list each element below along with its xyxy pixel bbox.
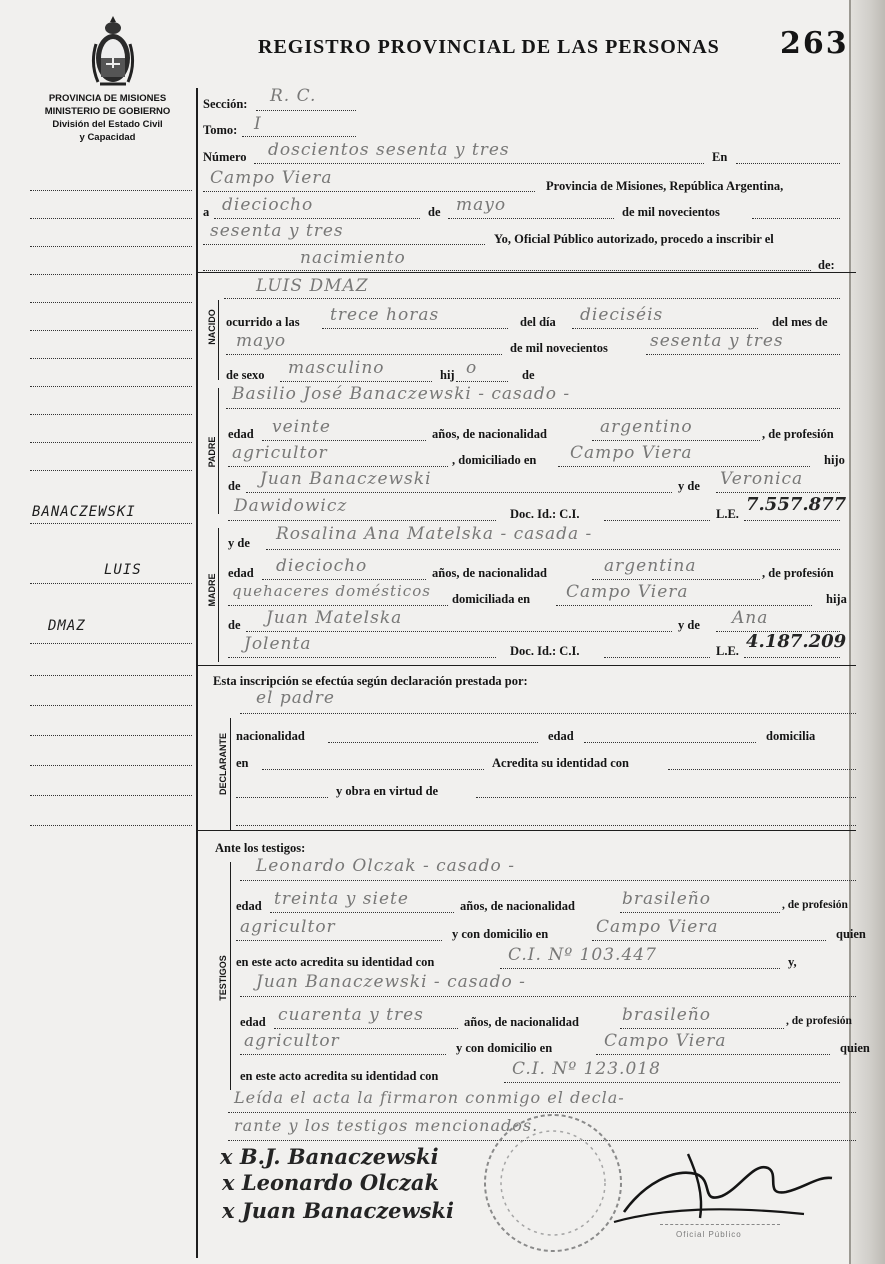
prof-line: [228, 605, 448, 606]
margin-line: [30, 735, 192, 736]
year-value: sesenta y tres: [210, 221, 344, 241]
father-value: Juan Banaczewski: [260, 469, 432, 489]
mother-value: Ana: [732, 608, 769, 628]
w1-edad: treinta y siete: [274, 889, 409, 909]
year-line: [752, 218, 840, 219]
nac-line: [328, 742, 538, 743]
signature-witness-2: x Juan Banaczewski: [222, 1198, 454, 1223]
margin-line: [30, 302, 192, 303]
month-value: mayo: [456, 195, 507, 215]
mother-value: Veronica: [720, 469, 804, 489]
madre-name: Rosalina Ana Matelska - casada -: [276, 524, 593, 544]
seccion-line: [256, 110, 356, 111]
office-line-3: División del Estado Civil: [52, 119, 163, 130]
prof-label: , de profesión: [786, 1015, 852, 1027]
le-label: L.E.: [716, 507, 739, 521]
page-number: 263: [780, 26, 849, 61]
year-value-line: [203, 244, 485, 245]
registry-title: REGISTRO PROVINCIAL DE LAS PERSONAS: [258, 36, 720, 58]
w2-name: Juan Banaczewski - casado -: [256, 972, 526, 992]
edad-value: dieciocho: [276, 556, 368, 576]
section-label-madre: MADRE: [207, 573, 217, 607]
year-text: de mil novecientos: [510, 341, 608, 355]
w2-name-line: [240, 996, 856, 997]
edad-label: edad: [228, 566, 254, 580]
de-colon: de:: [818, 258, 835, 272]
w2-prof: agricultor: [244, 1031, 340, 1051]
mother-cont-line: [228, 657, 496, 658]
dom-line: [556, 605, 812, 606]
nac-line: [592, 579, 760, 580]
nac-label: años, de nacionalidad: [432, 427, 547, 441]
en-label: en: [236, 756, 249, 770]
madre-bracket: [218, 528, 219, 662]
seccion-label: Sección:: [203, 97, 248, 111]
margin-line: [30, 643, 192, 644]
tomo-value: I: [254, 114, 262, 134]
mes-label: del mes de: [772, 315, 828, 329]
sexo-line: [280, 381, 432, 382]
numero-line: [254, 163, 704, 164]
book-binding-shadow: [849, 0, 851, 1264]
hijo-label: hijo: [824, 453, 845, 467]
testigos-intro: Ante los testigos:: [215, 841, 306, 855]
day-value: dieciocho: [222, 195, 314, 215]
w1-id-line: [500, 968, 780, 969]
tomo-line: [242, 136, 356, 137]
place-line: [203, 191, 535, 192]
yde-label: y de: [678, 479, 700, 493]
nac-label: años, de nacionalidad: [460, 899, 575, 913]
edad-label: edad: [236, 899, 262, 913]
nacido-name: LUIS DMAZ: [256, 276, 369, 296]
month-line: [226, 354, 502, 355]
closing-text-1: Leída el acta la firmaron conmigo el decla-: [234, 1088, 625, 1107]
nac-label: años, de nacionalidad: [432, 566, 547, 580]
nacido-name-line: [224, 298, 840, 299]
w1-prof: agricultor: [240, 917, 336, 937]
margin-line: [30, 414, 192, 415]
nac-value: argentino: [600, 417, 693, 437]
declarante-extra-line: [236, 825, 856, 826]
mother-line: [716, 492, 840, 493]
edad-line: [262, 440, 426, 441]
margin-note-given-name: LUIS: [104, 562, 142, 578]
official-signature-icon: [604, 1148, 836, 1230]
prof-label: , de profesión: [782, 899, 848, 911]
w2-id: C.I. Nº 123.018: [512, 1059, 661, 1079]
padre-name: Basilio José Banaczewski - casado -: [232, 384, 571, 404]
w1-id: C.I. Nº 103.447: [508, 945, 657, 965]
main-left-border: [196, 88, 198, 1258]
nac-label: nacionalidad: [236, 729, 305, 743]
de-label: de: [228, 479, 241, 493]
acredita-line: [668, 769, 856, 770]
acredita-label: Acredita su identidad con: [492, 756, 629, 770]
padre-name-line: [226, 408, 840, 409]
de-label: de: [228, 618, 241, 632]
seccion-value: R. C.: [270, 86, 317, 106]
section-label-testigos: TESTIGOS: [218, 955, 228, 1001]
w2-nac: brasileño: [622, 1005, 711, 1025]
numero-label: Número: [203, 150, 247, 164]
margin-line: [30, 705, 192, 706]
dom-label: domicilia: [766, 729, 816, 743]
dom-value: Campo Viera: [570, 443, 693, 463]
coat-of-arms-icon: [88, 14, 138, 90]
de-label: de: [522, 368, 535, 382]
declarante-bracket: [230, 718, 231, 830]
obra-label: y obra en virtud de: [336, 784, 439, 798]
dom-line: [558, 466, 810, 467]
margin-line: [30, 795, 192, 796]
yde-label: y de: [228, 536, 250, 550]
dom-label: domiciliada en: [452, 592, 531, 606]
hour-value: trece horas: [330, 305, 440, 325]
w1-dom: Campo Viera: [596, 917, 719, 937]
office-line-1: PROVINCIA DE MISIONES: [48, 93, 167, 104]
prof-value: agricultor: [232, 443, 328, 463]
nac-line: [592, 440, 760, 441]
tomo-label: Tomo:: [203, 123, 238, 137]
signature-declarante: x B.J. Banaczewski: [220, 1144, 439, 1169]
hij-value: o: [466, 358, 478, 378]
edad-label: edad: [228, 427, 254, 441]
nacido-bracket: [218, 300, 219, 380]
section-label-nacido: NACIDO: [207, 309, 217, 345]
w2-edad-line: [274, 1028, 458, 1029]
mother-cont: Dawidowicz: [234, 496, 348, 516]
day-line: [572, 328, 758, 329]
month-line: [448, 218, 614, 219]
margin-line: [30, 218, 192, 219]
dom-label: , domiciliado en: [452, 453, 537, 467]
nac-label: años, de nacionalidad: [464, 1015, 579, 1029]
signature-witness-1: x Leonardo Olczak: [222, 1170, 440, 1195]
le-value: 4.187.209: [746, 631, 847, 652]
office-line-2: MINISTERIO DE GOBIERNO: [44, 106, 171, 117]
father-line: [246, 492, 672, 493]
hija-label: hija: [826, 592, 847, 606]
divider-declarante-top: [196, 665, 856, 666]
dom-value: Campo Viera: [566, 582, 689, 602]
office-line-4: y Capacidad: [79, 132, 136, 143]
margin-line: [30, 825, 192, 826]
yde2-label: y de: [678, 618, 700, 632]
margin-line: [30, 386, 192, 387]
edad-label: edad: [548, 729, 574, 743]
acredita-label: en este acto acredita su identidad con: [236, 955, 435, 969]
en-label: En: [712, 150, 728, 164]
father-line: [246, 631, 672, 632]
ocurrido-label: ocurrido a las: [226, 315, 300, 329]
sexo-label: de sexo: [226, 368, 265, 382]
margin-line: [30, 358, 192, 359]
edad-line: [262, 579, 426, 580]
en-line: [736, 163, 840, 164]
margin-note-second-name: DMAZ: [48, 618, 86, 634]
acredita-label: en este acto acredita su identidad con: [240, 1069, 439, 1083]
year-value: sesenta y tres: [650, 331, 784, 351]
doc-label: Doc. Id.: C.I.: [510, 507, 580, 521]
book-binding-edge: [851, 0, 885, 1264]
month-value: mayo: [236, 331, 287, 351]
w2-prof-line: [240, 1054, 446, 1055]
official-stamp-caption: Oficial Público: [676, 1230, 742, 1239]
en-line: [262, 769, 484, 770]
w1-nac: brasileño: [622, 889, 711, 909]
hij-line: [456, 381, 508, 382]
province-text: Provincia de Misiones, República Argentina,: [546, 179, 784, 193]
w1-name: Leonardo Olczak - casado -: [256, 856, 515, 876]
section-label-declarante: DECLARANTE: [218, 733, 228, 795]
margin-line: [30, 765, 192, 766]
officer-text: Yo, Oficial Público autorizado, procedo a inscribir el: [494, 232, 774, 246]
day-value: dieciséis: [580, 305, 664, 325]
doc-line: [604, 520, 710, 521]
place-value: Campo Viera: [210, 168, 333, 188]
divider-testigos-top: [196, 830, 856, 831]
le-line: [744, 520, 840, 521]
prof-label: , de profesión: [762, 427, 834, 441]
edad-line: [584, 742, 756, 743]
prof-value: quehaceres domésticos: [232, 582, 431, 600]
margin-line: [30, 246, 192, 247]
margin-line: [30, 523, 192, 524]
obra-pre-line: [236, 797, 328, 798]
le-value: 7.557.877: [746, 494, 847, 515]
hij-label: hij: [440, 368, 455, 382]
numero-value: doscientos sesenta y tres: [268, 140, 510, 160]
declarante-name-line: [240, 713, 856, 714]
prof-label: , de profesión: [762, 566, 834, 580]
edad-value: veinte: [272, 417, 331, 437]
w1-name-line: [240, 880, 856, 881]
margin-line: [30, 274, 192, 275]
day-line: [214, 218, 420, 219]
w1-nac-line: [620, 912, 780, 913]
quien-label: quien: [836, 927, 866, 941]
sexo-value: masculino: [288, 358, 385, 378]
quien-label: quien: [840, 1041, 870, 1055]
obra-line: [476, 797, 856, 798]
w2-dom-line: [596, 1054, 830, 1055]
declarante-value: el padre: [256, 688, 335, 708]
mother-cont-line: [228, 520, 496, 521]
nac-value: argentina: [604, 556, 697, 576]
divider-nacido-top: [196, 272, 856, 273]
a-label: a: [203, 205, 210, 219]
declarante-intro: Esta inscripción se efectúa según declaración prestada por:: [213, 674, 528, 688]
year-line: [646, 354, 840, 355]
prof-line: [228, 466, 448, 467]
event-value: nacimiento: [300, 248, 406, 268]
doc-line: [604, 657, 710, 658]
margin-note-surname: BANACZEWSKI: [32, 504, 136, 520]
de-label: de: [428, 205, 441, 219]
dom-label: y con domicilio en: [452, 927, 549, 941]
dia-label: del día: [520, 315, 556, 329]
margin-line: [30, 675, 192, 676]
w2-dom: Campo Viera: [604, 1031, 727, 1051]
le-label: L.E.: [716, 644, 739, 658]
event-line: [203, 270, 811, 271]
madre-name-line: [266, 549, 840, 550]
w1-prof-line: [236, 940, 442, 941]
edad-label: edad: [240, 1015, 266, 1029]
margin-line: [30, 442, 192, 443]
padre-bracket: [218, 388, 219, 514]
doc-label: Doc. Id.: C.I.: [510, 644, 580, 658]
w2-edad: cuarenta y tres: [278, 1005, 424, 1025]
w1-dom-line: [592, 940, 826, 941]
margin-line: [30, 583, 192, 584]
hour-line: [322, 328, 508, 329]
w2-nac-line: [620, 1028, 784, 1029]
closing-text-2: rante y los testigos mencionados.: [234, 1116, 539, 1135]
w1-edad-line: [270, 912, 454, 913]
father-value: Juan Matelska: [266, 608, 403, 628]
year-text: de mil novecientos: [622, 205, 720, 219]
margin-line: [30, 470, 192, 471]
w2-id-line: [504, 1082, 840, 1083]
margin-line: [30, 330, 192, 331]
y-label: y,: [788, 955, 797, 969]
dom-label: y con domicilio en: [456, 1041, 553, 1055]
mother-cont: Jolenta: [244, 634, 312, 654]
section-label-padre: PADRE: [207, 436, 217, 468]
le-line: [744, 657, 840, 658]
testigos-bracket: [230, 862, 231, 1090]
margin-line: [30, 190, 192, 191]
